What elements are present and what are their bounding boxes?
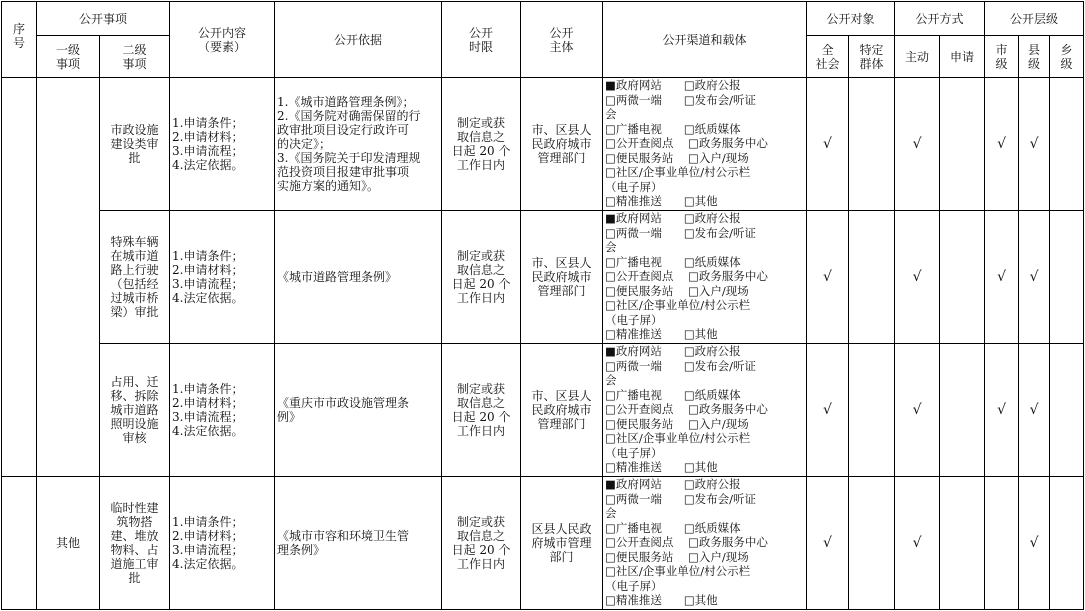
target-all-check: √ — [807, 477, 849, 610]
target-all-check: √ — [807, 344, 849, 477]
mode-apply-check — [940, 78, 985, 211]
timelimit-cell: 制定或获 取信息之 日起 20 个 工作日内 — [442, 477, 521, 610]
header-basis: 公开依据 — [275, 2, 442, 78]
basis-cell: 《城市道路管理条例》 — [275, 211, 442, 344]
basis-cell: 《城市市容和环境卫生管 理条例》 — [275, 477, 442, 610]
level-town-check — [1050, 477, 1084, 610]
timelimit-cell: 制定或获 取信息之 日起 20 个 工作日内 — [442, 344, 521, 477]
channel-cell: ■政府网站 □政府公报 □两微一端 □发布会/听证 会 □广播电视 □纸质媒体 □公开查阅点 □政务服务中心 □便民服务站 □入户/现场 □社区/企事业单位/村公示栏 （电子屏） □精准推送 □其他 — [603, 344, 807, 477]
level-county-check: √ — [1019, 344, 1050, 477]
level-city-check: √ — [985, 211, 1019, 344]
subject-cell: 市、区县人 民政府城市 管理部门 — [521, 211, 603, 344]
content-cell: 1.申请条件； 2.申请材料； 3.申请流程； 4.法定依据。 — [170, 477, 275, 610]
subject-cell: 市、区县人 民政府城市 管理部门 — [521, 78, 603, 211]
header-timelimit: 公开 时限 — [442, 2, 521, 78]
level-city-check — [985, 477, 1019, 610]
seq-cell — [2, 78, 37, 477]
basis-cell: 《重庆市市政设施管理条 例》 — [275, 344, 442, 477]
header-target-group: 公开对象 — [807, 2, 895, 36]
target-all-check: √ — [807, 211, 849, 344]
mode-apply-check — [940, 211, 985, 344]
subject-cell: 市、区县人 民政府城市 管理部门 — [521, 344, 603, 477]
level-city-check: √ — [985, 344, 1019, 477]
level1-cell: 其他 — [37, 477, 100, 610]
content-cell: 1.申请条件； 2.申请材料； 3.申请流程； 4.法定依据。 — [170, 344, 275, 477]
channel-cell: ■政府网站 □政府公报 □两微一端 □发布会/听证 会 □广播电视 □纸质媒体 □公开查阅点 □政务服务中心 □便民服务站 □入户/现场 □社区/企事业单位/村公示栏 （电子屏） □精准推送 □其他 — [603, 477, 807, 610]
level1-cell — [37, 78, 100, 477]
seq-cell — [2, 477, 37, 610]
mode-apply-check — [940, 344, 985, 477]
level-county-check: √ — [1019, 78, 1050, 211]
mode-active-check: √ — [895, 477, 940, 610]
mode-active-check: √ — [895, 344, 940, 477]
target-all-check: √ — [807, 78, 849, 211]
header-level-city: 市 级 — [985, 36, 1019, 78]
channel-cell: ■政府网站 □政府公报 □两微一端 □发布会/听证 会 □广播电视 □纸质媒体 □公开查阅点 □政务服务中心 □便民服务站 □入户/现场 □社区/企事业单位/村公示栏 （电子屏） □精准推送 □其他 — [603, 78, 807, 211]
target-specific-check — [849, 344, 895, 477]
header-mode-active: 主动 — [895, 36, 940, 78]
timelimit-cell: 制定或获 取信息之 日起 20 个 工作日内 — [442, 78, 521, 211]
header-items-group: 公开事项 — [37, 2, 170, 36]
subject-cell: 区县人民政 府城市管理 部门 — [521, 477, 603, 610]
channel-cell: ■政府网站 □政府公报 □两微一端 □发布会/听证 会 □广播电视 □纸质媒体 □公开查阅点 □政务服务中心 □便民服务站 □入户/现场 □社区/企事业单位/村公示栏 （电子屏） □精准推送 □其他 — [603, 211, 807, 344]
disclosure-table — [1, 1, 1084, 610]
header-level2: 二级 事项 — [100, 36, 170, 78]
table-row — [2, 211, 1084, 344]
level-county-check: √ — [1019, 211, 1050, 344]
header-content: 公开内容 （要素） — [170, 2, 275, 78]
header-level-county: 县 级 — [1019, 36, 1050, 78]
header-subject: 公开 主体 — [521, 2, 603, 78]
table-row — [2, 344, 1084, 477]
level-city-check: √ — [985, 78, 1019, 211]
target-specific-check — [849, 78, 895, 211]
header-level-group: 公开层级 — [985, 2, 1084, 36]
level-town-check — [1050, 78, 1084, 211]
mode-active-check: √ — [895, 78, 940, 211]
level-county-check: √ — [1019, 477, 1050, 610]
level2-cell: 临时性建 筑物搭 建、堆放 物料、占 道施工审 批 — [100, 477, 170, 610]
basis-cell: 1.《城市道路管理条例》； 2.《国务院对确需保留的行 政审批项目设定行政许可 的决定》； 3.《国务院关于印发清理规 范投资项目报建审批事项 实施方案的通知》。 — [275, 78, 442, 211]
target-specific-check — [849, 477, 895, 610]
content-cell: 1.申请条件； 2.申请材料； 3.申请流程； 4.法定依据。 — [170, 211, 275, 344]
header-level1: 一级 事项 — [37, 36, 100, 78]
level-town-check — [1050, 211, 1084, 344]
level2-cell: 特殊车辆 在城市道 路上行驶 （包括经 过城市桥 梁）审批 — [100, 211, 170, 344]
header-target-all: 全 社会 — [807, 36, 849, 78]
mode-active-check: √ — [895, 211, 940, 344]
table-row — [2, 78, 1084, 211]
header-mode-apply: 申请 — [940, 36, 985, 78]
level-town-check — [1050, 344, 1084, 477]
level2-cell: 市政设施 建设类审 批 — [100, 78, 170, 211]
timelimit-cell: 制定或获 取信息之 日起 20 个 工作日内 — [442, 211, 521, 344]
target-specific-check — [849, 211, 895, 344]
table-row — [2, 477, 1084, 610]
mode-apply-check — [940, 477, 985, 610]
header-level-town: 乡 级 — [1050, 36, 1084, 78]
header-mode-group: 公开方式 — [895, 2, 985, 36]
header-channel: 公开渠道和载体 — [603, 2, 807, 78]
content-cell: 1.申请条件； 2.申请材料； 3.申请流程； 4.法定依据。 — [170, 78, 275, 211]
header-seq: 序 号 — [2, 2, 37, 78]
level2-cell: 占用、迁 移、拆除 城市道路 照明设施 审核 — [100, 344, 170, 477]
header-target-specific: 特定 群体 — [849, 36, 895, 78]
